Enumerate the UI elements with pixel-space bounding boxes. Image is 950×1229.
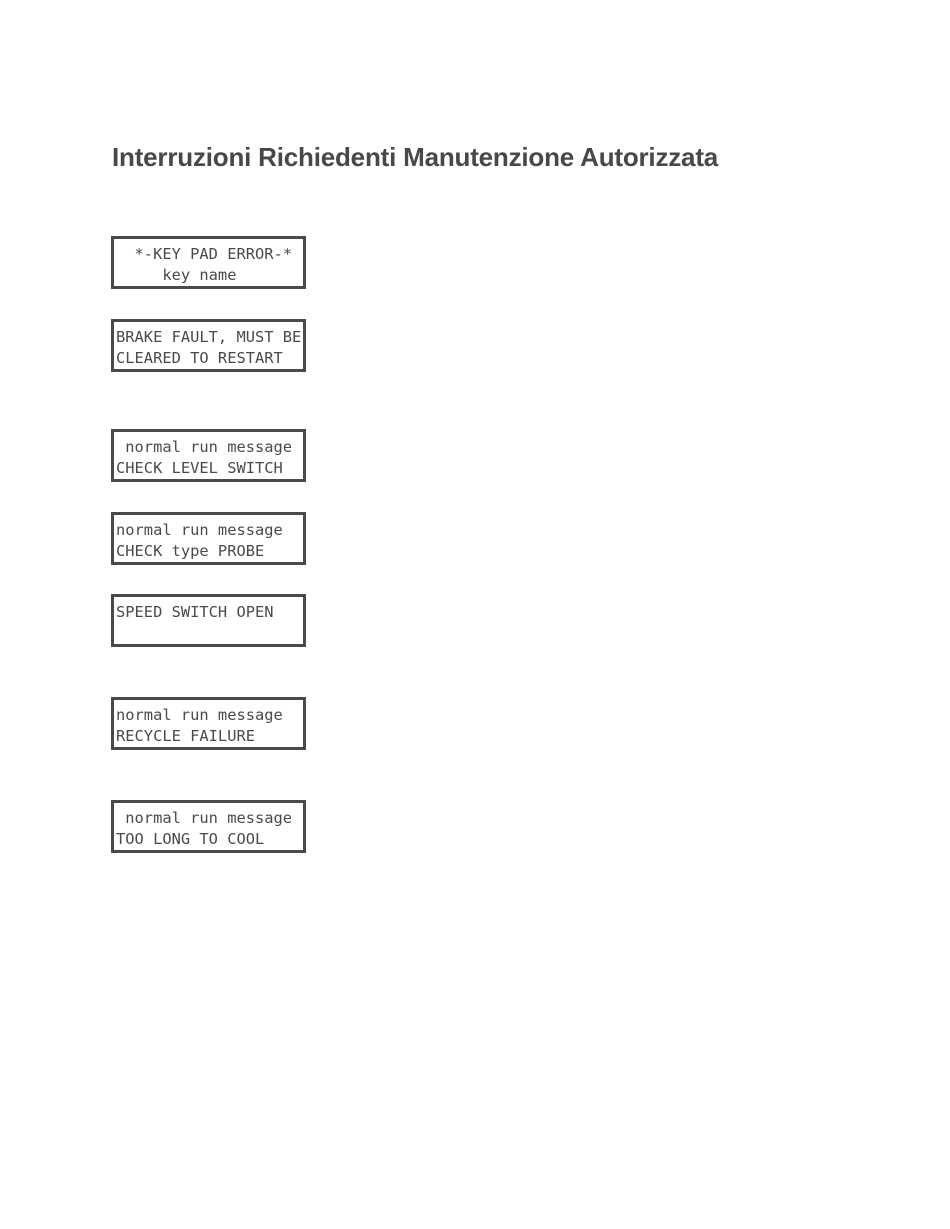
lcd-display-speed-switch-open <box>111 594 306 647</box>
lcd-display-check-level-switch <box>111 429 306 482</box>
lcd-display-key-pad-error <box>111 236 306 289</box>
lcd-line-2: TOO LONG TO COOL <box>116 830 265 848</box>
lcd-display-recycle-failure <box>111 697 306 750</box>
lcd-line-2: CHECK type PROBE <box>116 542 265 560</box>
lcd-line-2: CHECK LEVEL SWITCH <box>116 459 283 477</box>
lcd-line-1: normal run message <box>116 438 293 456</box>
lcd-line-1: SPEED SWITCH OPEN <box>116 603 274 621</box>
lcd-line-2: CLEARED TO RESTART <box>116 349 283 367</box>
lcd-line-1: normal run message <box>116 706 283 724</box>
lcd-display-check-probe <box>111 512 306 565</box>
lcd-display-too-long-to-cool <box>111 800 306 853</box>
lcd-line-2: key name <box>116 266 237 284</box>
page-title: Interruzioni Richiedenti Manutenzione Autorizzata <box>112 142 719 172</box>
lcd-display-brake-fault <box>111 319 306 372</box>
lcd-line-1: normal run message <box>116 521 283 539</box>
lcd-line-2: RECYCLE FAILURE <box>116 727 255 745</box>
lcd-line-1: normal run message <box>116 809 293 827</box>
lcd-line-1: BRAKE FAULT, MUST BE <box>116 328 302 346</box>
lcd-line-1: *-KEY PAD ERROR-* <box>116 245 293 263</box>
